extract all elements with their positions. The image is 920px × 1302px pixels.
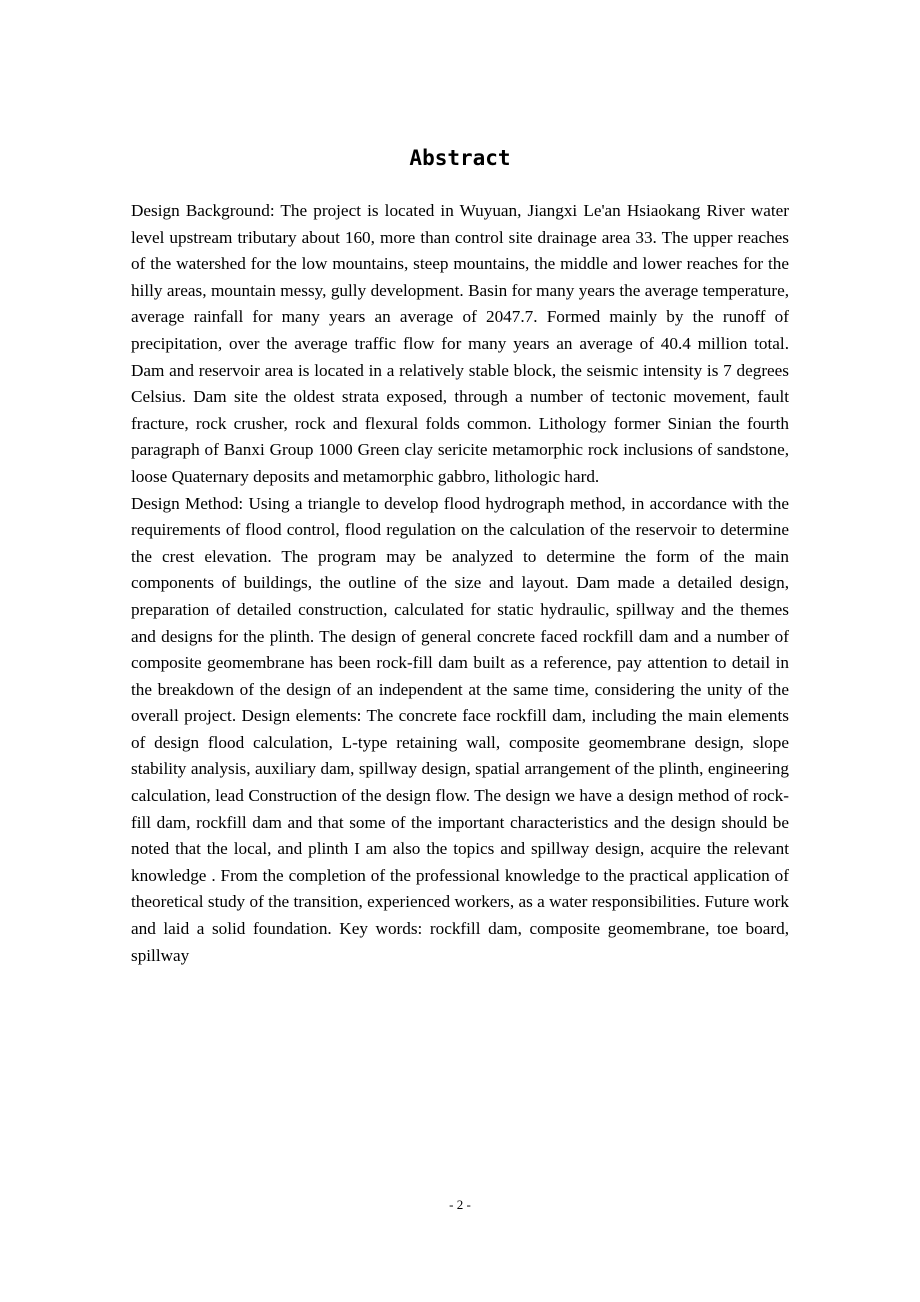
- page-number: - 2 -: [449, 1197, 471, 1212]
- abstract-body: [131, 198, 789, 969]
- page-title: Abstract: [409, 146, 511, 170]
- paragraph-design-method: Design Method: Using a triangle to develop flood hydrograph method, in accordance with the requirements of flood control, flood regulation on the calculation of the reservoir to determine the crest elevation. The program may be analyzed to determine the form of the main components of buildings, the outline of the size and layout. Dam made a detailed design, preparation of detailed construction, calculated for static hydraulic, spillway and the themes and designs for the plinth. The design of general concrete faced rockfill dam and a number of composite geomembrane has been rock-fill dam built as a reference, pay attention to detail in the breakdown of the design of an independent at the same time, considering the unity of the overall project. Design elements: The concrete face rockfill dam, including the main elements of design flood calculation, L-type retaining wall, composite geomembrane design, slope stability analysis, auxiliary dam, spillway design, spatial arrangement of the plinth, engineering calculation, lead Construction of the design flow. The design we have a design method of rock-fill dam, rockfill dam and that some of the important characteristics and the design should be noted that the local, and plinth I am also the topics and spillway design, acquire the relevant knowledge . From the completion of the professional knowledge to the practical application of theoretical study of the transition, experienced workers, as a water responsibilities. Future work and laid a solid foundation. Key words: rockfill dam, composite geomembrane, toe board, spillway: [131, 493, 789, 965]
- paragraph-design-background: Design Background: The project is located in Wuyuan, Jiangxi Le'an Hsiaokang River water level upstream tributary about 160, more than control site drainage area 33. The upper reaches of the watershed for the low mountains, steep mountains, the middle and lower reaches for the hilly areas, mountain messy, gully development. Basin for many years the average temperature, average rainfall for many years an average of 2047.7. Formed mainly by the runoff of precipitation, over the average traffic flow for many years an average of 40.4 million total. Dam and reservoir area is located in a relatively stable block, the seismic intensity is 7 degrees Celsius. Dam site the oldest strata exposed, through a number of tectonic movement, fault fracture, rock crusher, rock and flexural folds common. Lithology former Sinian the fourth paragraph of Banxi Group 1000 Green clay sericite metamorphic rock inclusions of sandstone, loose Quaternary deposits and metamorphic gabbro, lithologic hard.: [131, 201, 789, 486]
